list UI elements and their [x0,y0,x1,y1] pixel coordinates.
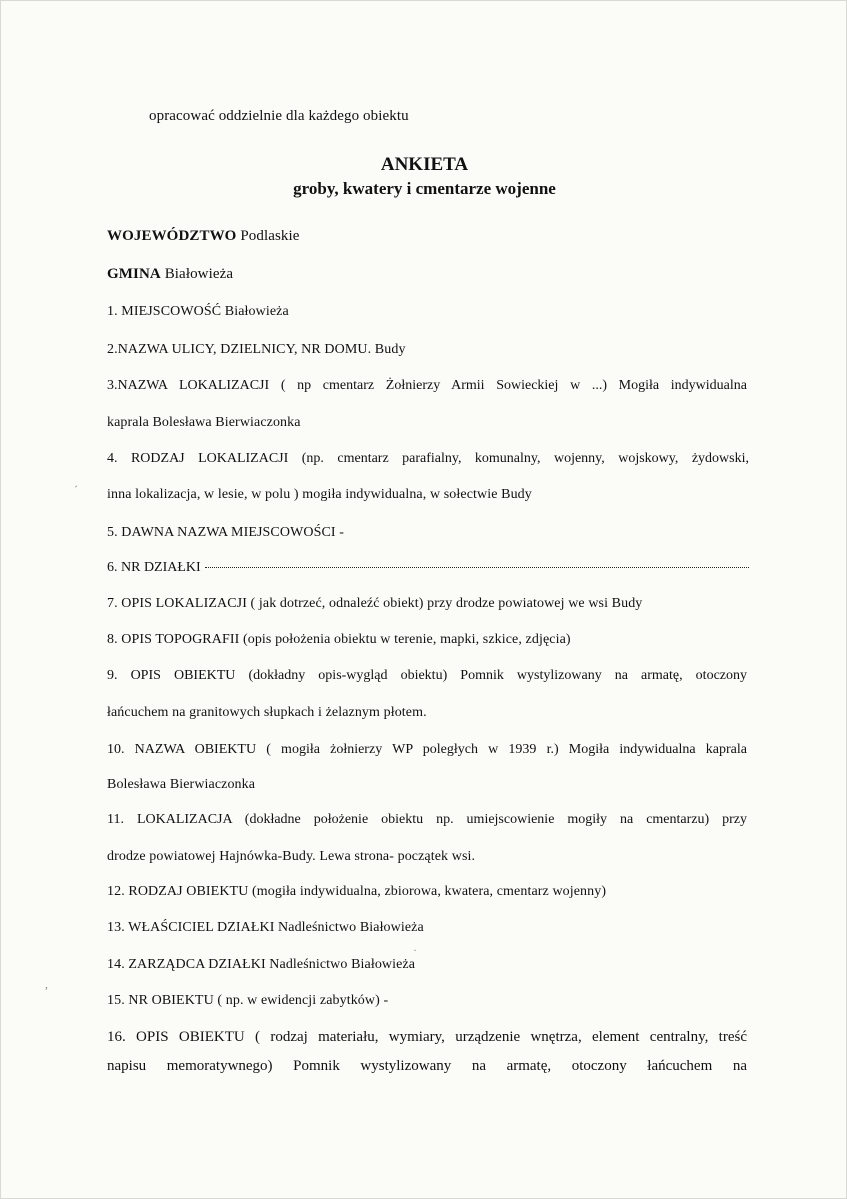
item-10-line-1: 10. NAZWA OBIEKTU ( mogiła żołnierzy WP poległych w 1939 r.) Mogiła indywidualna kaprala [107,742,747,757]
item-11-line-1: 11. LOKALIZACJA (dokładne położenie obiektu np. umiejscowienie mogiły na cmentarzu) przy [107,812,747,827]
gmina-line [107,265,233,283]
item-16-line-1: 16. OPIS OBIEKTU ( rodzaj materiału, wymiary, urządzenie wnętrza, element centralny, treść [107,1029,747,1045]
item-9-line-2: łańcuchem na granitowych słupkach i żelaznym płotem. [107,705,427,720]
item-4-line-2: inna lokalizacja, w lesie, w polu ) mogiła indywidualna, w sołectwie Budy [107,487,532,502]
item-14: 14. ZARZĄDCA DZIAŁKI Nadleśnictwo Białowieża [107,957,416,972]
document-title: ANKIETA [380,154,469,175]
item-8: 8. OPIS TOPOGRAFII (opis położenia obiektu w terenie, mapki, szkice, zdjęcia) [107,632,571,647]
gmina-value: Białowieża [164,266,234,282]
wojewodztwo-label: WOJEWÓDZTWO [107,228,237,244]
item-9-line-1: 9. OPIS OBIEKTU (dokładny opis-wygląd obiektu) Pomnik wystylizowany na armatę, otoczony [107,668,747,683]
item-6-label: 6. NR DZIAŁKI [107,560,201,575]
item-4-line-1: 4. RODZAJ LOKALIZACJI (np. cmentarz parafialny, komunalny, wojenny, wojskowy, żydowski, [107,451,749,466]
item-13: 13. WŁAŚCICIEL DZIAŁKI Nadleśnictwo Białowieża [107,920,424,935]
item-1: 1. MIEJSCOWOŚĆ Białowieża [107,304,289,319]
scan-speck: , [45,977,48,991]
item-3-line-1: 3.NAZWA LOKALIZACJI ( np cmentarz Żołnierzy Armii Sowieckiej w ...) Mogiła indywidualna [107,378,747,393]
item-7: 7. OPIS LOKALIZACJI ( jak dotrzeć, odnaleźć obiekt) przy drodze powiatowej we wsi Budy [107,596,643,611]
scan-speck: · [413,943,417,957]
item-6-dotted-fill [205,567,749,568]
item-11-line-2: drodze powiatowej Hajnówka-Budy. Lewa strona- początek wsi. [107,849,476,864]
wojewodztwo-line [107,227,300,245]
item-3-line-2: kaprala Bolesława Bierwiaczonka [107,415,301,430]
header-note: opracować oddzielnie dla każdego obiektu [149,108,409,124]
item-10-line-2: Bolesława Bierwiaczonka [107,777,256,792]
item-6 [107,559,749,577]
item-15: 15. NR OBIEKTU ( np. w ewidencji zabytków) - [107,993,389,1008]
item-16-line-2: napisu memoratywnego) Pomnik wystylizowany na armatę, otoczony łańcuchem na [107,1058,747,1074]
item-2: 2.NAZWA ULICY, DZIELNICY, NR DOMU. Budy [107,342,406,357]
item-12: 12. RODZAJ OBIEKTU (mogiła indywidualna, zbiorowa, kwatera, cmentarz wojenny) [107,884,607,899]
wojewodztwo-value: Podlaskie [240,228,300,244]
scan-speck: ˊ [74,483,78,497]
document-subtitle: groby, kwatery i cmentarze wojenne [293,179,556,198]
gmina-label: GMINA [107,266,161,282]
item-5: 5. DAWNA NAZWA MIEJSCOWOŚCI - [107,525,345,540]
